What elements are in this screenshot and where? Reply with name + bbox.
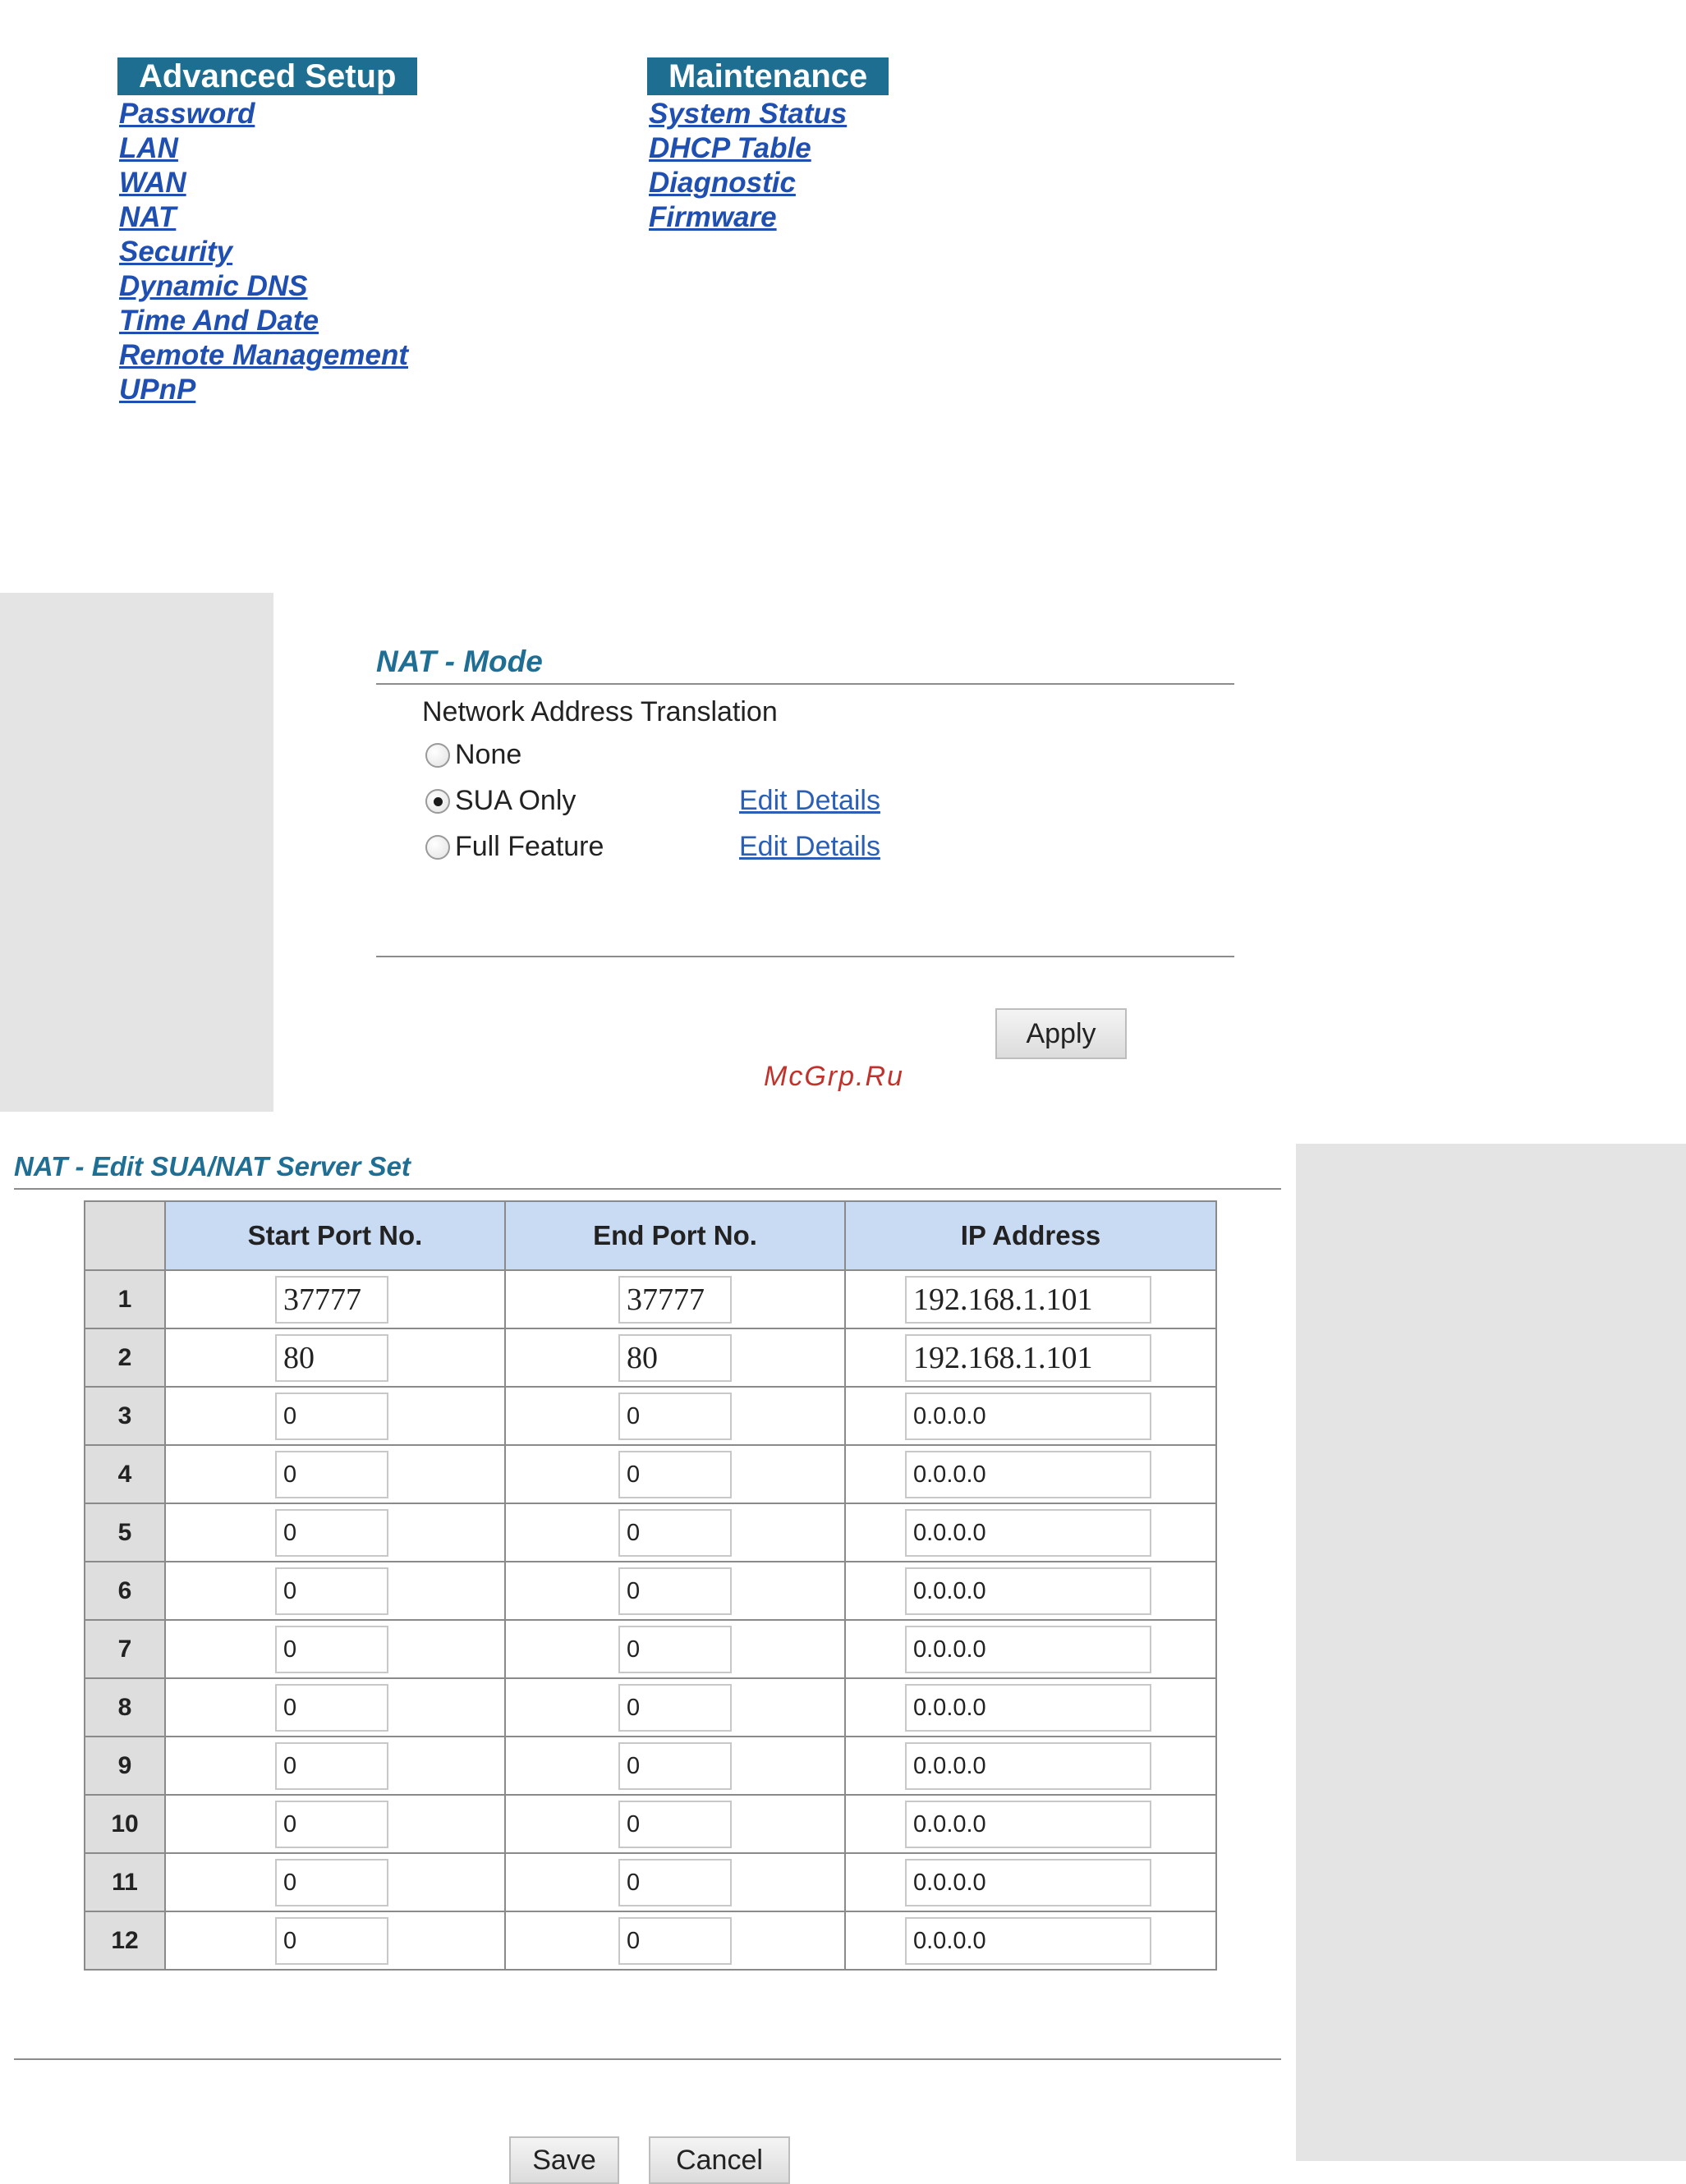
end-port-cell (505, 1562, 845, 1620)
start-port-input[interactable]: 0 (275, 1509, 388, 1557)
ip-address-cell (845, 1503, 1216, 1562)
row-number: 11 (85, 1853, 165, 1911)
ip-address-input[interactable]: 192.168.1.101 (905, 1334, 1151, 1382)
menu-link-system-status[interactable]: System Status (649, 98, 848, 130)
start-port-cell (165, 1678, 505, 1737)
ip-address-input[interactable]: 0.0.0.0 (905, 1451, 1151, 1498)
ip-address-input[interactable]: 0.0.0.0 (905, 1742, 1151, 1790)
end-port-input[interactable]: 0 (618, 1859, 732, 1906)
full-feature-edit-details-link[interactable]: Edit Details (739, 831, 880, 862)
ip-address-cell (845, 1387, 1216, 1445)
advanced-setup-heading: Advanced Setup (117, 57, 417, 95)
menu-link-wan[interactable]: WAN (119, 167, 186, 199)
start-port-input[interactable]: 37777 (275, 1276, 388, 1324)
row-number: 8 (85, 1678, 165, 1737)
end-port-input[interactable]: 0 (618, 1451, 732, 1498)
server-set-bottom-divider (14, 2058, 1281, 2060)
nat-label: Network Address Translation (422, 696, 778, 727)
radio-none-button[interactable] (425, 743, 450, 768)
ip-address-cell (845, 1562, 1216, 1620)
start-port-cell (165, 1795, 505, 1853)
table-row (85, 1911, 1216, 1970)
menu-link-time-and-date[interactable]: Time And Date (119, 305, 319, 337)
ip-address-input[interactable]: 0.0.0.0 (905, 1393, 1151, 1440)
row-number: 4 (85, 1445, 165, 1503)
row-number: 3 (85, 1387, 165, 1445)
end-port-cell (505, 1328, 845, 1387)
menu-link-security[interactable]: Security (119, 236, 233, 268)
end-port-input[interactable]: 0 (618, 1509, 732, 1557)
end-port-input[interactable]: 0 (618, 1567, 732, 1615)
table-row (85, 1387, 1216, 1445)
ip-address-input[interactable]: 0.0.0.0 (905, 1626, 1151, 1673)
end-port-input[interactable]: 0 (618, 1626, 732, 1673)
header-corner (85, 1201, 165, 1270)
menu-link-firmware[interactable]: Firmware (649, 201, 777, 233)
radio-full-feature-label: Full Feature (455, 831, 604, 862)
ip-address-cell (845, 1678, 1216, 1737)
advanced-setup-menu (117, 57, 417, 407)
table-row (85, 1328, 1216, 1387)
row-number: 5 (85, 1503, 165, 1562)
ip-address-input[interactable]: 0.0.0.0 (905, 1509, 1151, 1557)
nat-mode-title: NAT - Mode (376, 645, 543, 678)
row-number: 12 (85, 1911, 165, 1970)
ip-address-input[interactable]: 0.0.0.0 (905, 1567, 1151, 1615)
start-port-input[interactable]: 0 (275, 1393, 388, 1440)
start-port-cell (165, 1445, 505, 1503)
sua-edit-details-link[interactable]: Edit Details (739, 785, 880, 816)
maintenance-menu (647, 57, 889, 235)
server-set-table (84, 1200, 1217, 1971)
radio-sua-only-button[interactable] (425, 789, 450, 814)
nat-mode-top-divider (376, 683, 1234, 685)
ip-address-cell (845, 1328, 1216, 1387)
end-port-cell (505, 1503, 845, 1562)
ip-address-cell (845, 1270, 1216, 1328)
table-header-row (85, 1201, 1216, 1270)
start-port-input[interactable]: 0 (275, 1917, 388, 1965)
radio-full-feature[interactable] (425, 831, 604, 863)
row-number: 7 (85, 1620, 165, 1678)
start-port-cell (165, 1737, 505, 1795)
table-row (85, 1678, 1216, 1737)
table-row (85, 1620, 1216, 1678)
radio-sua-only[interactable] (425, 785, 576, 817)
ip-address-cell (845, 1620, 1216, 1678)
table-row (85, 1503, 1216, 1562)
end-port-cell (505, 1270, 845, 1328)
radio-none-label: None (455, 739, 522, 770)
radio-full-feature-button[interactable] (425, 835, 450, 860)
ip-address-cell (845, 1737, 1216, 1795)
apply-button[interactable]: Apply (995, 1008, 1127, 1059)
start-port-cell (165, 1911, 505, 1970)
menu-link-diagnostic[interactable]: Diagnostic (649, 167, 796, 199)
start-port-input[interactable]: 0 (275, 1742, 388, 1790)
table-row (85, 1737, 1216, 1795)
ip-address-cell (845, 1911, 1216, 1970)
watermark-text: McGrp.Ru (764, 1061, 904, 1092)
menu-link-lan[interactable]: LAN (119, 132, 178, 164)
start-port-input[interactable]: 0 (275, 1567, 388, 1615)
table-row (85, 1853, 1216, 1911)
start-port-input[interactable]: 0 (275, 1859, 388, 1906)
start-port-input[interactable]: 0 (275, 1684, 388, 1732)
end-port-cell (505, 1853, 845, 1911)
start-port-cell (165, 1853, 505, 1911)
start-port-cell (165, 1387, 505, 1445)
end-port-cell (505, 1678, 845, 1737)
end-port-input[interactable]: 0 (618, 1801, 732, 1848)
end-port-cell (505, 1445, 845, 1503)
ip-address-input[interactable]: 192.168.1.101 (905, 1276, 1151, 1324)
ip-address-cell (845, 1853, 1216, 1911)
end-port-input[interactable]: 0 (618, 1917, 732, 1965)
start-port-input[interactable]: 80 (275, 1334, 388, 1382)
header-ip-address: IP Address (845, 1201, 1216, 1270)
start-port-cell (165, 1503, 505, 1562)
menu-link-upnp[interactable]: UPnP (119, 374, 196, 406)
server-set-title: NAT - Edit SUA/NAT Server Set (14, 1151, 411, 1181)
start-port-cell (165, 1620, 505, 1678)
maintenance-heading: Maintenance (647, 57, 889, 95)
row-number: 9 (85, 1737, 165, 1795)
menu-link-dhcp-table[interactable]: DHCP Table (649, 132, 811, 164)
end-port-cell (505, 1737, 845, 1795)
table-row (85, 1270, 1216, 1328)
start-port-cell (165, 1270, 505, 1328)
server-set-top-divider (14, 1188, 1281, 1190)
row-number: 1 (85, 1270, 165, 1328)
end-port-input[interactable]: 0 (618, 1684, 732, 1732)
end-port-input[interactable]: 80 (618, 1334, 732, 1382)
menu-link-nat[interactable]: NAT (119, 201, 177, 233)
end-port-input[interactable]: 0 (618, 1393, 732, 1440)
ip-address-input[interactable]: 0.0.0.0 (905, 1801, 1151, 1848)
start-port-input[interactable]: 0 (275, 1626, 388, 1673)
ip-address-input[interactable]: 0.0.0.0 (905, 1859, 1151, 1906)
start-port-input[interactable]: 0 (275, 1801, 388, 1848)
table-row (85, 1445, 1216, 1503)
radio-sua-only-label: SUA Only (455, 785, 577, 816)
end-port-cell (505, 1911, 845, 1970)
row-number: 2 (85, 1328, 165, 1387)
ip-address-input[interactable]: 0.0.0.0 (905, 1917, 1151, 1965)
end-port-cell (505, 1795, 845, 1853)
table-row (85, 1562, 1216, 1620)
end-port-input[interactable]: 0 (618, 1742, 732, 1790)
menu-link-remote-management[interactable]: Remote Management (119, 339, 409, 371)
start-port-cell (165, 1328, 505, 1387)
end-port-cell (505, 1620, 845, 1678)
start-port-input[interactable]: 0 (275, 1451, 388, 1498)
menu-link-password[interactable]: Password (119, 98, 255, 130)
row-number: 6 (85, 1562, 165, 1620)
nat-mode-bottom-divider (376, 956, 1234, 957)
ip-address-cell (845, 1795, 1216, 1853)
end-port-input[interactable]: 37777 (618, 1276, 732, 1324)
table-row (85, 1795, 1216, 1853)
save-button[interactable]: Save (509, 2136, 619, 2184)
row-number: 10 (85, 1795, 165, 1853)
menu-link-dynamic-dns[interactable]: Dynamic DNS (119, 270, 308, 302)
ip-address-cell (845, 1445, 1216, 1503)
header-end-port: End Port No. (505, 1201, 845, 1270)
header-start-port: Start Port No. (165, 1201, 505, 1270)
server-rows (85, 1270, 1216, 1970)
left-grey-panel (0, 593, 273, 1112)
right-grey-panel (1296, 1144, 1686, 2161)
ip-address-input[interactable]: 0.0.0.0 (905, 1684, 1151, 1732)
radio-none[interactable] (425, 739, 521, 771)
cancel-button[interactable]: Cancel (649, 2136, 790, 2184)
start-port-cell (165, 1562, 505, 1620)
end-port-cell (505, 1387, 845, 1445)
